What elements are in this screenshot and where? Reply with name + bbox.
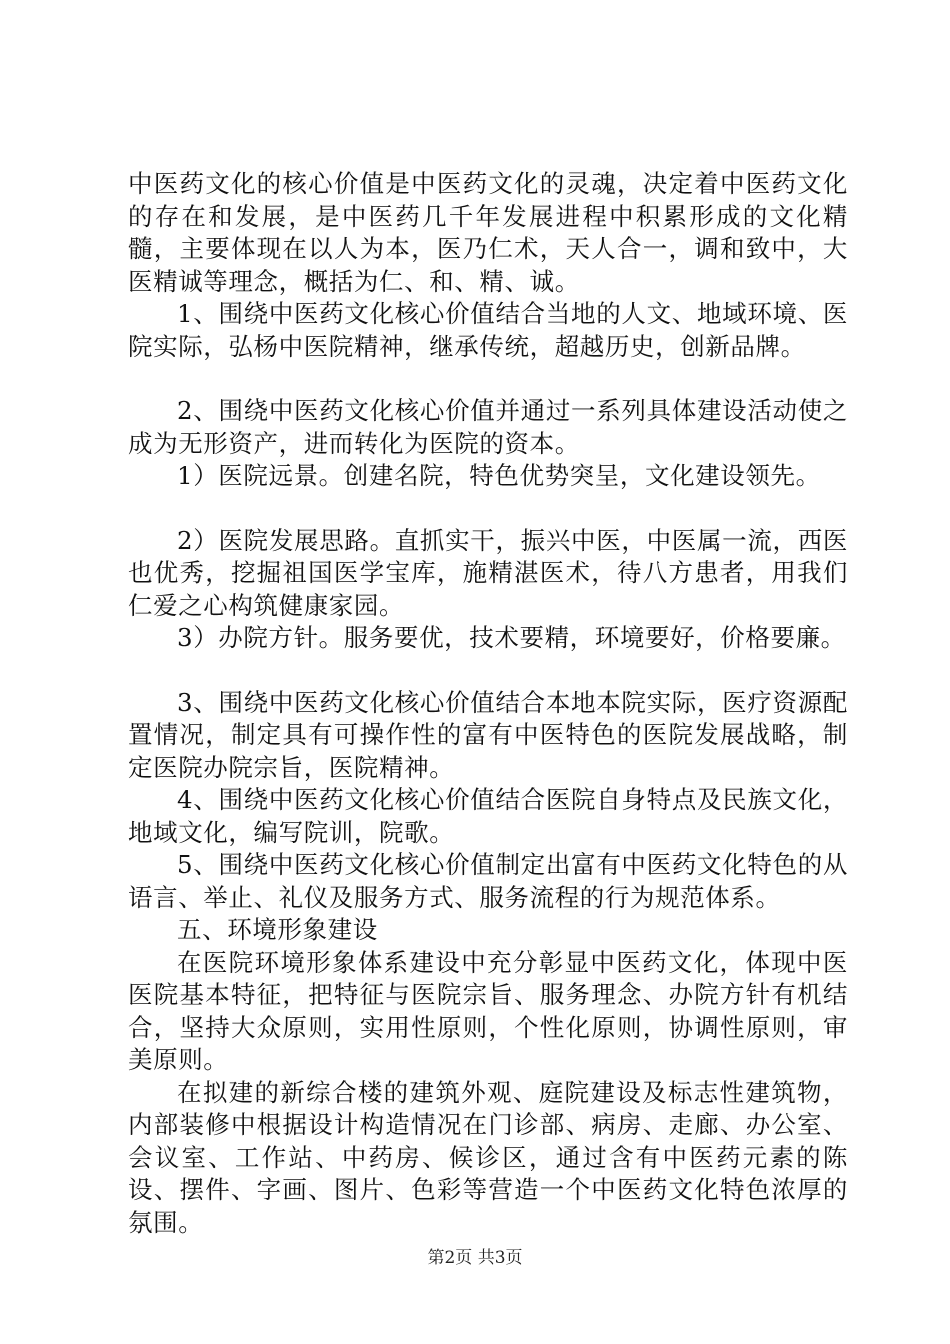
page-number-footer: 第2页 共3页 bbox=[427, 1248, 523, 1268]
document-body bbox=[128, 168, 848, 1239]
paragraph-item-5: 5、围绕中医药文化核心价值制定出富有中医药文化特色的从语言、举止、礼仪及服务方式、服务流程的行为规范体系。 bbox=[128, 850, 848, 912]
paragraph-sub-3: 3）办院方针。服务要优，技术要精，环境要好，价格要廉。 bbox=[177, 623, 846, 652]
paragraph-item-4: 4、围绕中医药文化核心价值结合医院自身特点及民族文化，地域文化，编写院训，院歌。 bbox=[128, 785, 848, 847]
paragraph-environment-2: 在拟建的新综合楼的建筑外观、庭院建设及标志性建筑物，内部装修中根据设计构造情况在门诊部、病房、走廊、办公室、会议室、工作站、中药房、候诊区，通过含有中医药元素的陈设、摆件、字画、图片、色彩等营造一个中医药文化特色浓厚的氛围。 bbox=[128, 1077, 848, 1237]
section-heading-environment: 五、环境形象建设 bbox=[177, 915, 378, 944]
paragraph-sub-1: 1）医院远景。创建名院，特色优势突呈，文化建设领先。 bbox=[177, 461, 821, 490]
paragraph-sub-2: 2）医院发展思路。直抓实干，振兴中医，中医属一流，西医也优秀，挖掘祖国医学宝库，施精湛医术，待八方患者，用我们仁爱之心构筑健康家园。 bbox=[128, 525, 848, 620]
paragraph-item-2: 2、围绕中医药文化核心价值并通过一系列具体建设活动使之成为无形资产，进而转化为医院的资本。 bbox=[128, 396, 848, 458]
paragraph-item-3: 3、围绕中医药文化核心价值结合本地本院实际，医疗资源配置情况，制定具有可操作性的富有中医特色的医院发展战略，制定医院办院宗旨，医院精神。 bbox=[128, 687, 848, 782]
paragraph-environment-1: 在医院环境形象体系建设中充分彰显中医药文化，体现中医医院基本特征，把特征与医院宗旨、服务理念、办院方针有机结合，坚持大众原则，实用性原则，个性化原则，协调性原则，审美原则。 bbox=[128, 947, 848, 1074]
paragraph-item-1: 1、围绕中医药文化核心价值结合当地的人文、地域环境、医院实际，弘杨中医院精神，继承传统，超越历史，创新品牌。 bbox=[128, 299, 848, 361]
paragraph-core-value: 中医药文化的核心价值是中医药文化的灵魂，决定着中医药文化的存在和发展，是中医药几千年发展进程中积累形成的文化精髓，主要体现在以人为本，医乃仁术，天人合一，调和致中，大医精诚等理念，概括为仁、和、精、诚。 bbox=[128, 169, 848, 296]
